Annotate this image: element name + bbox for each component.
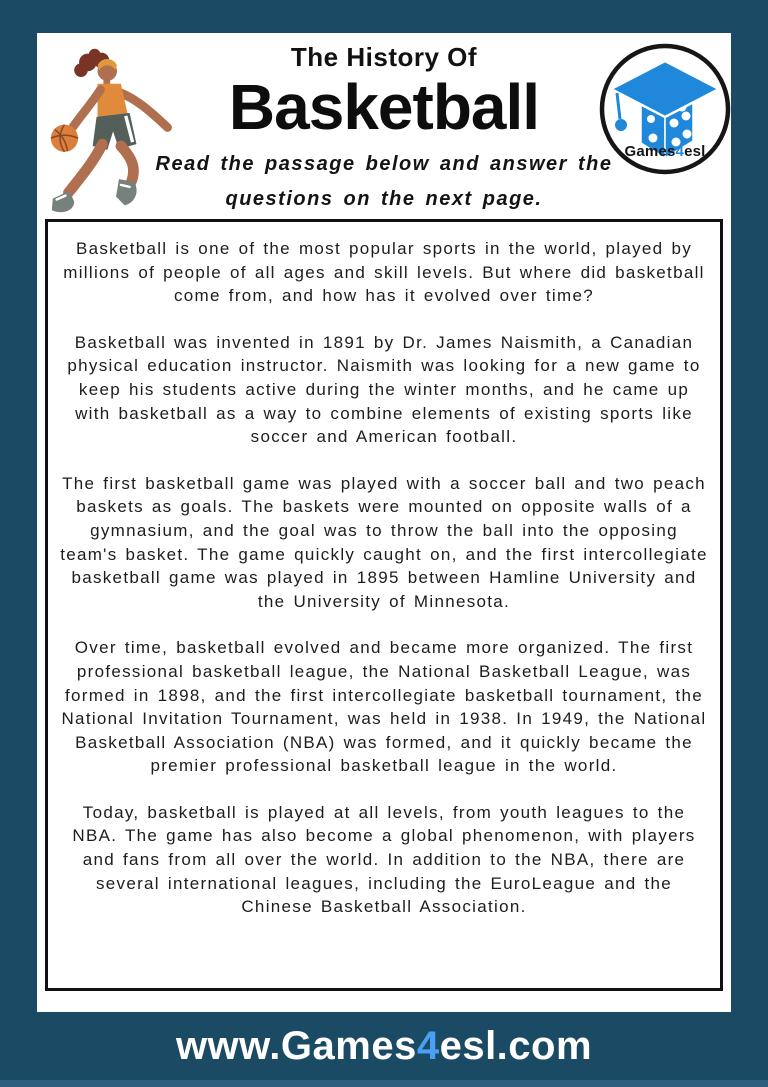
footer-url — [176, 1024, 592, 1069]
footer-url-suffix: esl.com — [439, 1023, 593, 1068]
passage-paragraph-4: Over time, basketball evolved and became more organized. The first professional basketball league, the National Basketball League, was formed in 1898, and the first intercollegiate basketball tournament, the National Invitation Tournament, was held in 1938. In 1949, the National Basketball Association (NBA) was formed, and it quickly became the premier professional basketball league in the world. — [61, 638, 707, 776]
games4esl-logo-icon — [595, 37, 735, 187]
passage-paragraph-3: The first basketball game was played with a soccer ball and two peach baskets as goals. The baskets were mounted on opposite walls of a gymnasium, and the goal was to throw the ball into the opposing team's basket. The game quickly caught on, and the first intercollegiate basketball game was played in 1895 between Hamline University and the University of Minnesota. — [60, 473, 708, 611]
basketball-player-icon — [39, 39, 195, 219]
worksheet-page — [37, 33, 731, 1012]
logo-graphic — [595, 37, 735, 187]
passage-paragraph-5: Today, basketball is played at all levels, from youth leagues to the NBA. The game has also become a global phenomenon, with players and fans from all over the world. In addition to the NBA, there are several international leagues, including the EuroLeague and the Chinese Basketball Association. — [72, 802, 696, 917]
footer-url-prefix: www.Games — [175, 1023, 417, 1068]
passage-paragraph-1: Basketball is one of the most popular sports in the world, played by millions of people of all ages and skill levels. But where did basketball come from, and how has it evolved over time? — [63, 239, 705, 306]
passage-paragraph-2: Basketball was invented in 1891 by Dr. James Naismith, a Canadian physical education instructor. Naismith was looking for a new game to keep his students active during the winter months, and he came up with basketball as a way to combine elements of existing sports like soccer and American football. — [67, 332, 701, 447]
logo-wordmark — [595, 143, 735, 160]
page-subtitle: The History Of — [290, 42, 478, 72]
footer-url-number: 4 — [416, 1023, 440, 1068]
passage-box — [45, 219, 723, 991]
header — [37, 33, 731, 227]
instruction-text: Read the passage below and answer the questions on the next page. — [155, 153, 613, 210]
page-title: Basketball — [228, 71, 540, 143]
logo-text-suffix: esl — [684, 143, 706, 160]
footer — [0, 1012, 768, 1080]
bottom-edge-strip — [0, 1080, 768, 1087]
logo-text-prefix: Games — [624, 143, 676, 160]
logo-text-number: 4 — [675, 143, 685, 160]
